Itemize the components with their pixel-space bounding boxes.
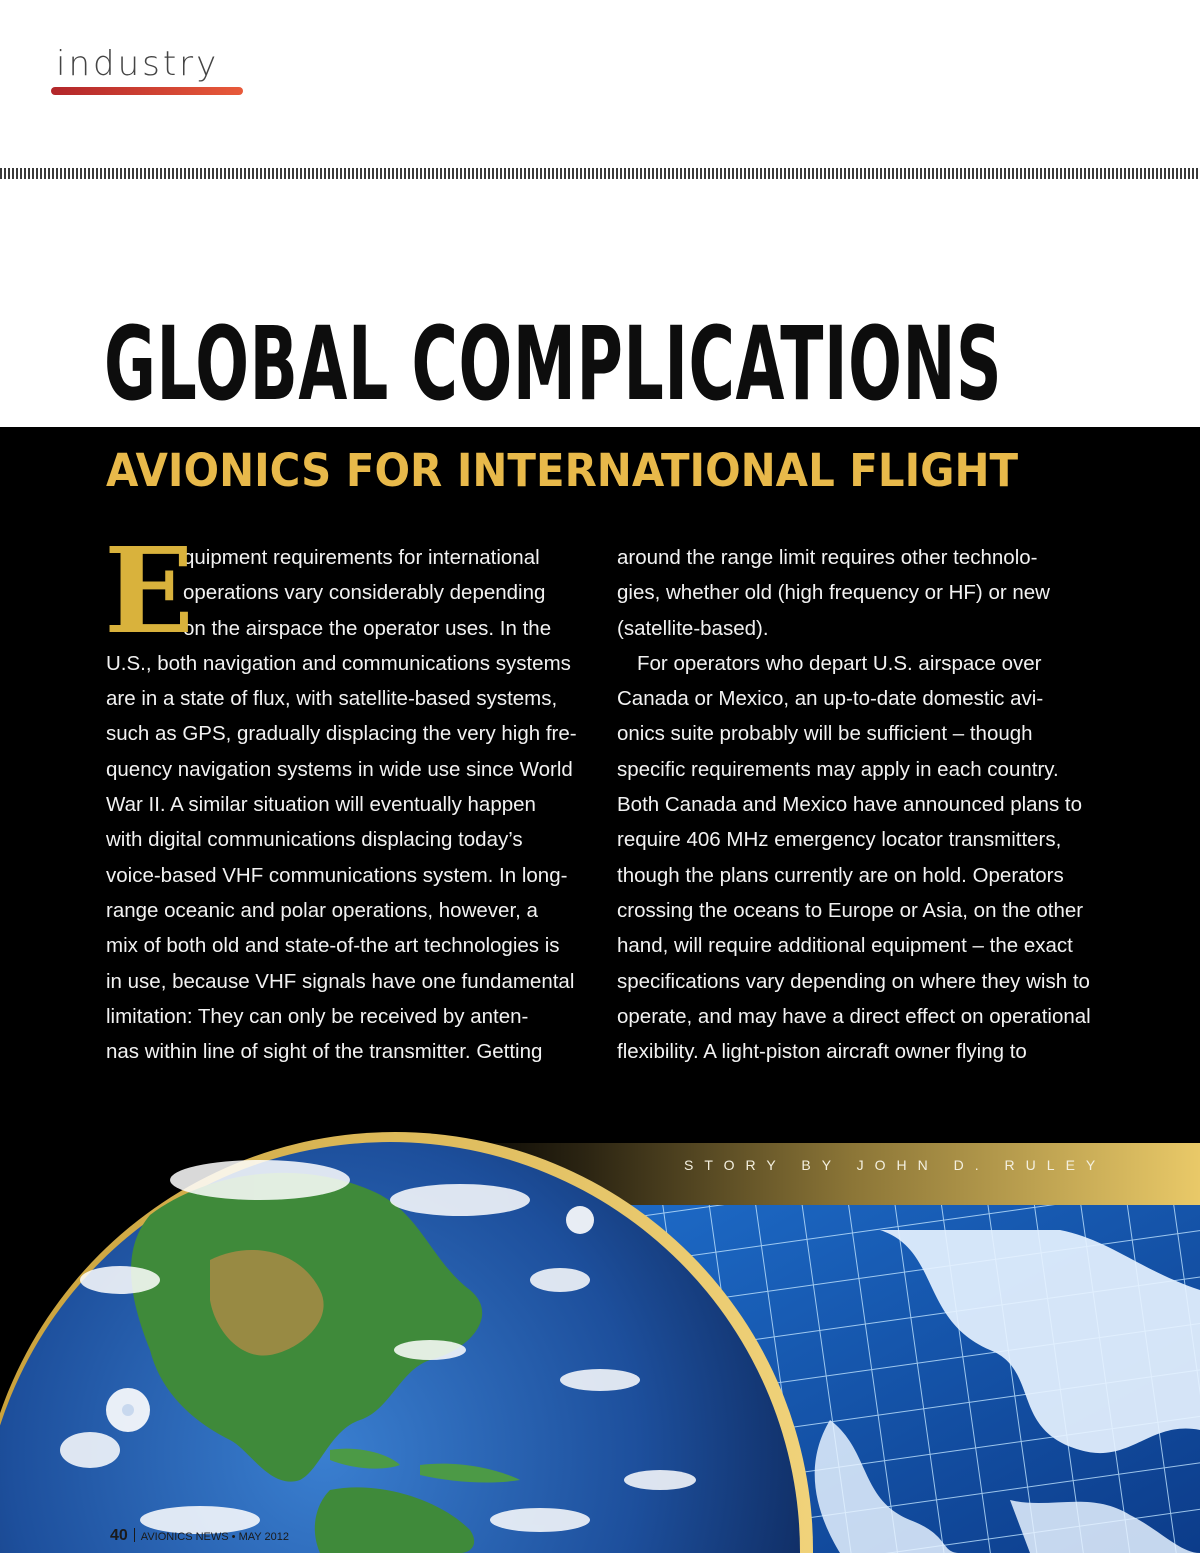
body-line: range oceanic and polar operations, however, a [106, 898, 538, 922]
byline: STORY BY JOHN D. RULEY [684, 1157, 1107, 1173]
body-line: operate, and may have a direct effect on operational [617, 1004, 1091, 1028]
subheadline: AVIONICS FOR INTERNATIONAL FLIGHT [106, 444, 1019, 497]
body-line: quency navigation systems in wide use since World [106, 757, 573, 781]
body-line: limitation: They can only be received by anten- [106, 1004, 529, 1028]
body-line: Both Canada and Mexico have announced plans to [617, 793, 1083, 817]
body-line: For operators who depart U.S. airspace over [637, 651, 1042, 675]
footer-divider [134, 1528, 135, 1542]
body-line: gies, whether old (high frequency or HF) or new [617, 581, 1050, 605]
body-line: quipment requirements for international [183, 546, 540, 569]
body-line: mix of both old and state-of-the art technologies is [106, 934, 560, 958]
section-underline [51, 87, 243, 95]
body-line: onics suite probably will be sufficient – though [617, 722, 1033, 746]
body-line: in use, because VHF signals have one fundamental [106, 969, 575, 993]
body-line: specifications vary depending on where they wish to [617, 969, 1090, 993]
drop-cap: E [104, 521, 194, 660]
body-line: War II. A similar situation will eventually happen [106, 793, 536, 817]
earth-globe-illustration [0, 1120, 1200, 1553]
body-line: such as GPS, gradually displacing the very high fre- [106, 722, 577, 746]
publication-name: AVIONICS NEWS [140, 1531, 229, 1543]
body-line: around the range limit requires other technolo- [617, 546, 1038, 569]
section-label: industry [56, 44, 220, 84]
body-line: though the plans currently are on hold. Operators [617, 863, 1064, 887]
body-line: require 406 MHz emergency locator transmitters, [617, 828, 1062, 852]
article-column-right [617, 540, 1097, 1069]
body-line: hand, will require additional equipment – the exact [617, 934, 1073, 958]
body-line: are in a state of flux, with satellite-based systems, [106, 687, 558, 711]
body-line: nas within line of sight of the transmitter. Getting [106, 1040, 543, 1064]
body-line: operations vary considerably depending [183, 581, 546, 605]
body-line: (satellite-based). [617, 616, 769, 640]
article-column-left [104, 521, 592, 1069]
body-line: crossing the oceans to Europe or Asia, on the other [617, 898, 1084, 922]
body-line: voice-based VHF communications system. In long- [106, 863, 568, 887]
body-line: on the airspace the operator uses. In the [183, 616, 552, 640]
body-line: specific requirements may apply in each country. [617, 757, 1059, 781]
page-number: 40 [110, 1527, 128, 1544]
issue-date: MAY 2012 [238, 1531, 289, 1543]
body-line: with digital communications displacing today’s [106, 828, 523, 852]
headline: GLOBAL COMPLICATIONS [104, 305, 1003, 424]
page-footer [110, 1527, 289, 1545]
body-line: flexibility. A light-piston aircraft owner flying to [617, 1040, 1027, 1064]
body-line: U.S., both navigation and communications systems [106, 651, 571, 675]
body-line: Canada or Mexico, an up-to-date domestic avi- [617, 687, 1044, 711]
hatched-divider [0, 168, 1200, 179]
footer-bullet: • [231, 1531, 236, 1543]
